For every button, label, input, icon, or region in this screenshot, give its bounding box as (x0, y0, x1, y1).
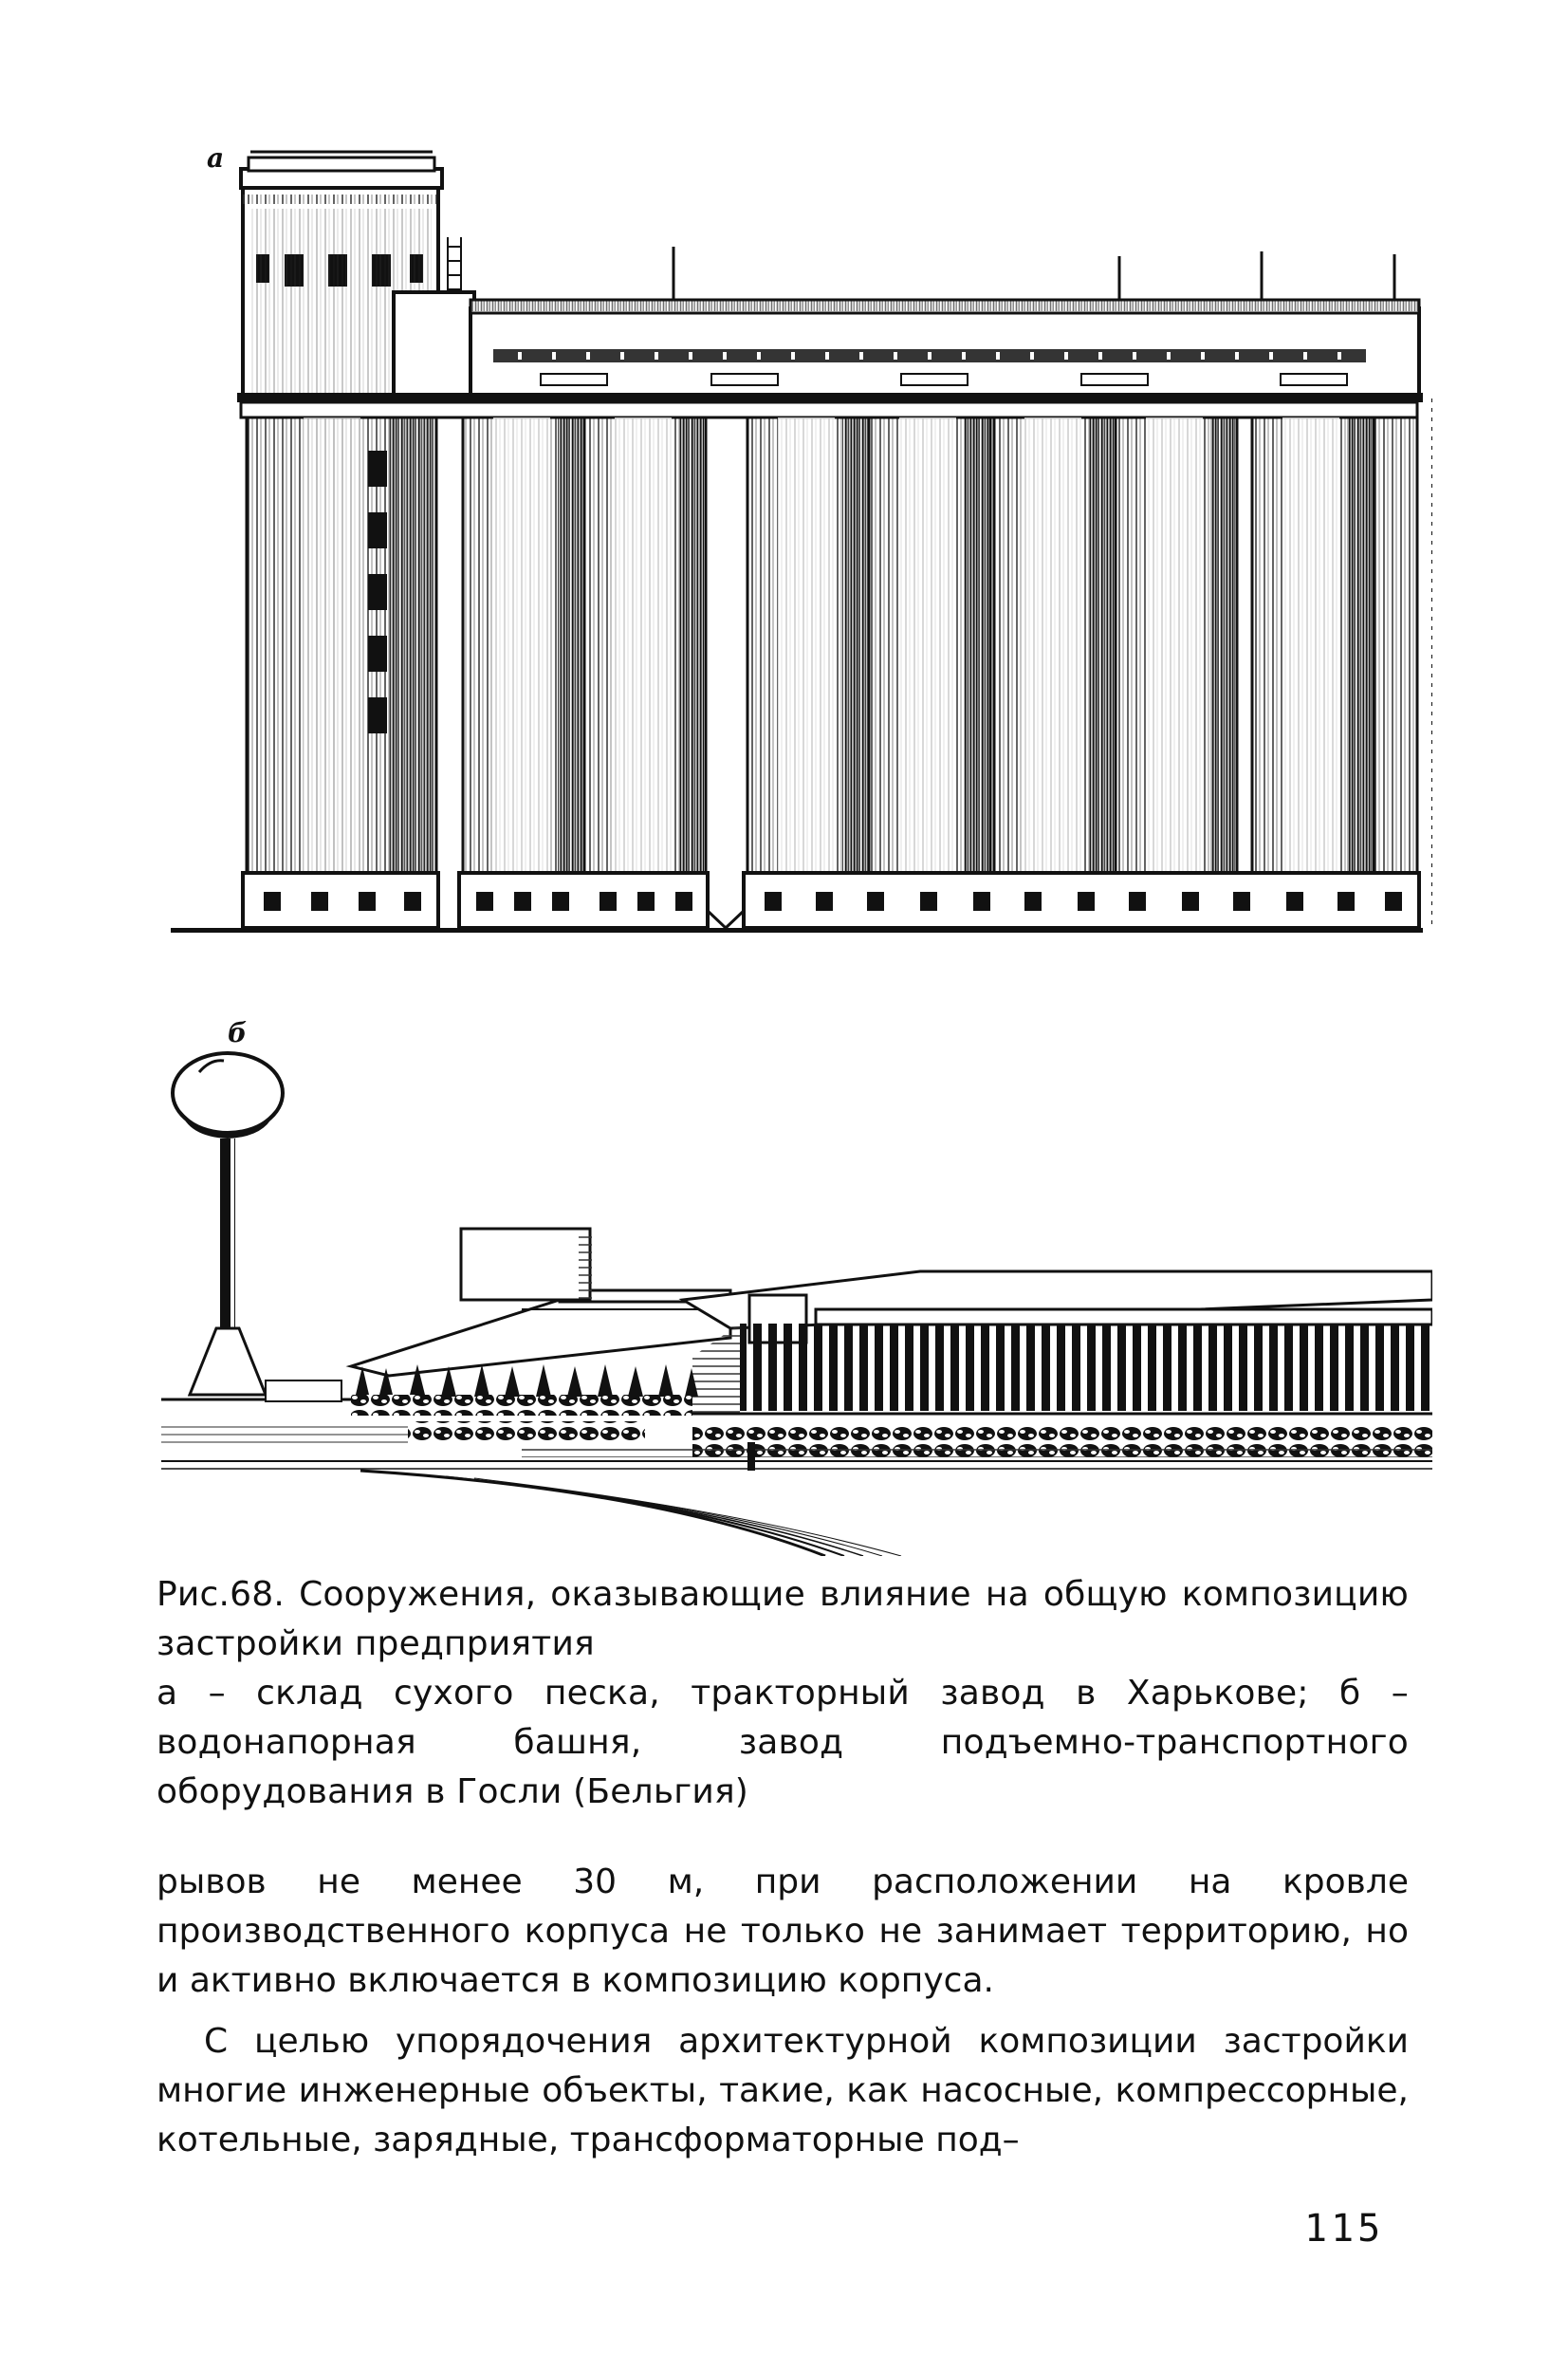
body-text (157, 1858, 1409, 2165)
figure-caption (157, 1570, 1409, 1817)
figure-a-sand-silo-drawing (161, 133, 1432, 949)
paragraph-2: С целью упорядочения архитектурной композиции застройки многие инженерные объекты, такие, как насосные, компрессорные, котельные, зарядные, трансформаторные под– (157, 2022, 1409, 2159)
figure-label-b: б (228, 1017, 248, 1048)
figure-label-a: а (207, 142, 225, 174)
page-number: 115 (1304, 2207, 1385, 2251)
caption-text: а – склад сухого песка, тракторный завод в Харькове; б – водонапорная башня, завод подъемно-транспортного оборудования в Госли (Бельгия) (157, 1674, 1409, 1811)
paragraph-1: рывов не менее 30 м, при расположении на кровле производственного корпуса не только не занимает территорию, но и активно включается в композицию корпуса. (157, 1862, 1409, 2000)
figure-b-water-tower-drawing (161, 1015, 1432, 1556)
caption-title: Рис.68. Сооружения, оказывающие влияние на общую композицию застройки предприятия (157, 1575, 1409, 1663)
